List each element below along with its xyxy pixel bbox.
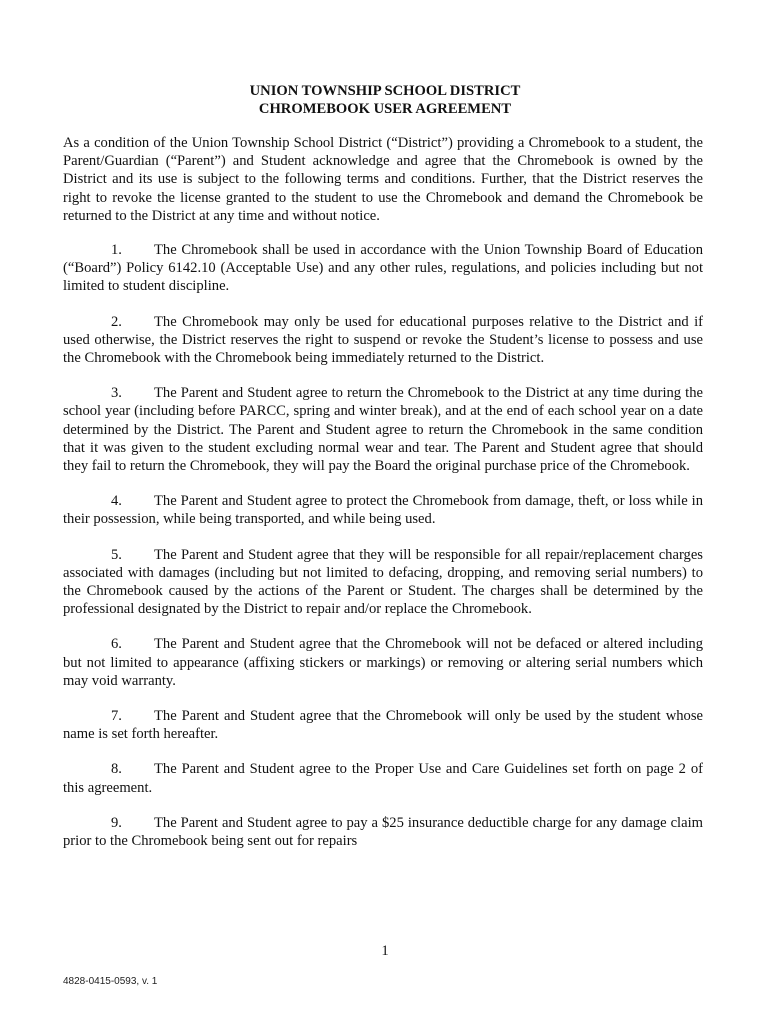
clause-text: The Chromebook shall be used in accordance with the Union Township Board of Education (“Board”) Policy 6142.10 (Acceptable Use) and any other rules, regulations, and policies including but not limited to student discipline. (63, 242, 703, 295)
clause-text: The Parent and Student agree that they will be responsible for all repair/replacement charges associated with damages (including but not limited to defacing, dropping, and removing serial numbers) to the Chromebook caused by the actions of the Parent or Student. The charges shall be determined by the professional designated by the District to repair and/or replace the Chromebook. (63, 546, 703, 618)
clause-7 (63, 707, 703, 743)
clause-1 (63, 241, 703, 296)
clause-3 (63, 384, 703, 475)
clause-text: The Parent and Student agree to return the Chromebook to the District at any time during the school year (including before PARCC, spring and winter break), and at the end of each school year on a date determined by the District. The Parent and Student agree to return the Chromebook in the same condition that it was given to the student excluding normal wear and tear. The Parent and Student agree that should they fail to return the Chromebook, they will pay the Board the original purchase price of the Chromebook. (63, 385, 703, 475)
clause-6 (63, 635, 703, 690)
clause-2 (63, 313, 703, 368)
clause-text: The Parent and Student agree to pay a $25 insurance deductible charge for any damage claim prior to the Chromebook being sent out for repairs (63, 814, 703, 850)
clause-8 (63, 760, 703, 796)
clause-text: The Chromebook may only be used for educational purposes relative to the District and if used otherwise, the District reserves the right to suspend or revoke the Student’s license to possess and use the Chromebook with the Chromebook being immediately returned to the District. (63, 313, 703, 367)
clause-text: The Parent and Student agree that the Chromebook will only be used by the student whose name is set forth hereafter. (63, 708, 703, 743)
clause-4 (63, 492, 703, 528)
clause-9 (63, 814, 703, 850)
clause-text: The Parent and Student agree to protect the Chromebook from damage, theft, or loss while in their possession, while being transported, and while being used. (63, 493, 703, 528)
title-line-agreement: CHROMEBOOK USER AGREEMENT (258, 101, 512, 117)
clause-text: The Parent and Student agree to the Proper Use and Care Guidelines set forth on page 2 of this agreement. (63, 761, 703, 796)
clause-number: 5. (111, 546, 122, 563)
clause-number: 7. (111, 708, 122, 725)
title-line-district: UNION TOWNSHIP SCHOOL DISTRICT (249, 83, 521, 99)
clause-5 (63, 546, 703, 619)
intro-paragraph: As a condition of the Union Township School District (“District”) providing a Chromebook to a student, the Parent/Guardian (“Parent”) and Student acknowledge and agree that the Chromebook is owned by the District and its use is subject to the following terms and conditions. Further, that the District reserves the right to revoke the license granted to the student to use the Chromebook and demand the Chromebook be returned to the District at any time and without notice. (63, 135, 703, 224)
document-body (63, 134, 703, 867)
document-id: 4828-0415-0593, v. 1 (63, 976, 158, 987)
page-number: 1 (381, 943, 389, 959)
document-title (0, 82, 770, 118)
clause-number: 9. (111, 814, 122, 831)
clause-number: 2. (111, 313, 122, 330)
clause-number: 1. (111, 242, 122, 259)
clause-number: 3. (111, 385, 122, 402)
clause-number: 6. (111, 636, 122, 653)
clause-text: The Parent and Student agree that the Chromebook will not be defaced or altered including but not limited to appearance (affixing stickers or markings) or removing or altering serial numbers which may void warranty. (63, 636, 703, 689)
clause-number: 4. (111, 493, 122, 510)
clause-number: 8. (111, 761, 122, 778)
